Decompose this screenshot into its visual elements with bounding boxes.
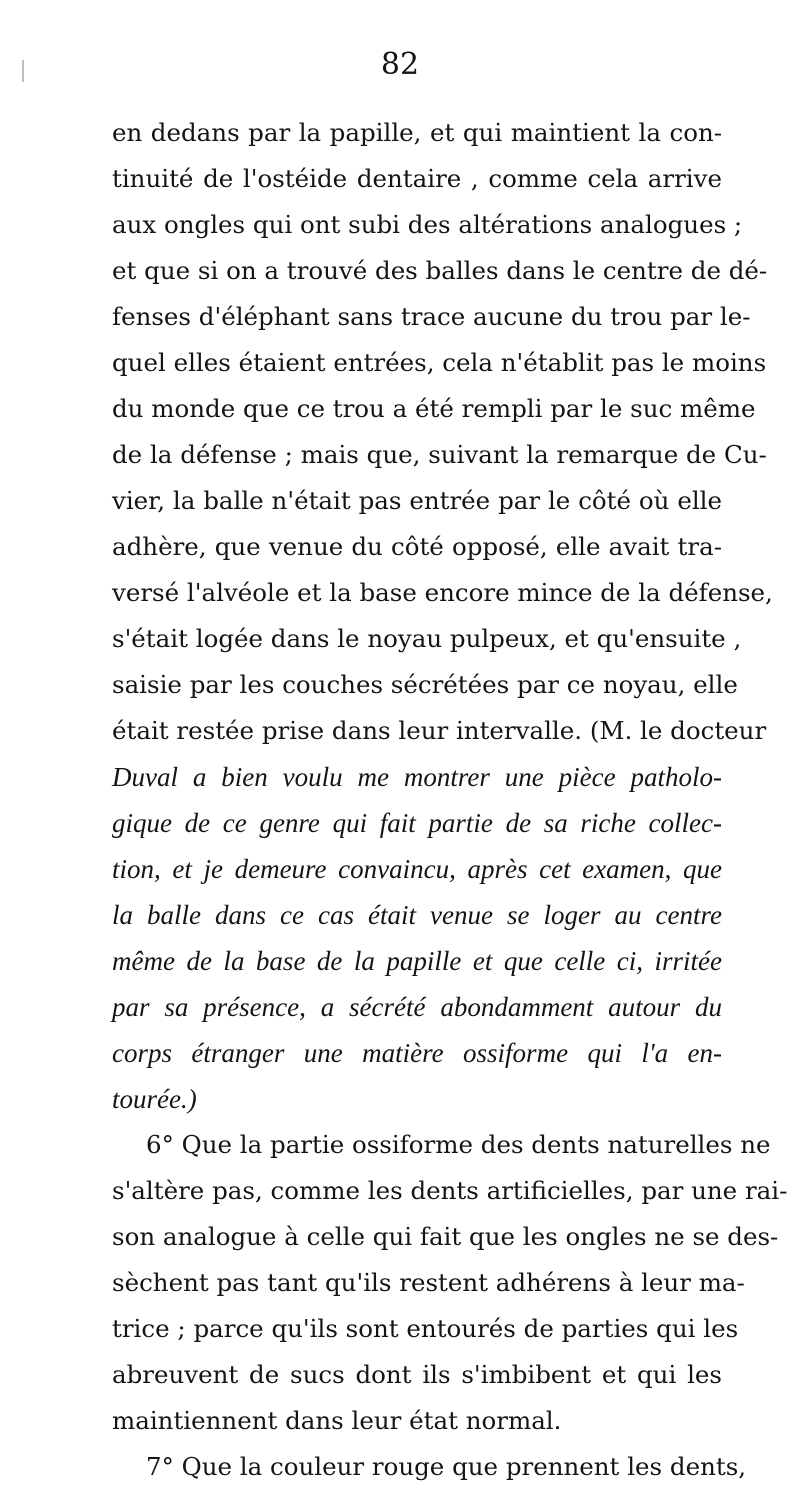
text-line: tinuité de l'ostéide dentaire , comme cela arrive [112, 164, 722, 193]
text-line: aux ongles qui ont subi des altérations analogues ; [112, 210, 743, 239]
text-line: s'altère pas, comme les dents artificielles, par une rai- [112, 1176, 788, 1205]
text-line: trice ; parce qu'ils sont entourés de parties qui les [112, 1314, 739, 1343]
italic-text-line: même de la base de la papille et que celle ci, irritée [112, 946, 722, 976]
italic-text-line: Duval a bien voulu me montrer une pièce patholo- [112, 762, 722, 792]
text-line: sèchent pas tant qu'ils restent adhérens à leur ma- [112, 1268, 745, 1297]
text-line: de la défense ; mais que, suivant la remarque de Cu- [112, 440, 767, 469]
italic-text-line: tourée.) [112, 1084, 197, 1114]
text-line: était restée prise dans leur intervalle. (M. le docteur [112, 716, 767, 745]
text-line: 6° Que la partie ossiforme des dents naturelles ne [146, 1130, 771, 1159]
italic-text-line: la balle dans ce cas était venue se loger au centre [112, 900, 722, 930]
text-line: fenses d'éléphant sans trace aucune du trou par le- [112, 302, 751, 331]
text-line: 7° Que la couleur rouge que prennent les dents, [146, 1452, 747, 1481]
text-line: saisie par les couches sécrétées par ce noyau, elle [112, 670, 738, 699]
text-line: et que si on a trouvé des balles dans le centre de dé- [112, 256, 768, 285]
body-text [112, 110, 788, 1490]
page-number: 82 [380, 47, 420, 82]
text-line: quel elles étaient entrées, cela n'établit pas le moins [112, 348, 767, 377]
text-line: son analogue à celle qui fait que les ongles ne se des- [112, 1222, 779, 1251]
text-line: vier, la balle n'était pas entrée par le côté où elle [112, 486, 722, 515]
text-line: du monde que ce trou a été rempli par le suc même [112, 394, 756, 423]
text-line: maintiennent dans leur état normal. [112, 1406, 562, 1435]
text-line: versé l'alvéole et la base encore mince de la défense, [112, 578, 773, 607]
text-line: abreuvent de sucs dont ils s'imbibent et qui les [112, 1360, 722, 1389]
italic-text-line: tion, et je demeure convaincu, après cet examen, que [112, 854, 722, 884]
italic-text-line: corps étranger une matière ossiforme qui l'a en- [112, 1038, 722, 1068]
text-line: s'était logée dans le noyau pulpeux, et qu'ensuite , [112, 624, 742, 653]
text-line: en dedans par la papille, et qui maintient la con- [112, 118, 722, 147]
italic-text-line: par sa présence, a sécrété abondamment autour du [112, 992, 722, 1022]
text-line: adhère, que venue du côté opposé, elle avait tra- [112, 532, 722, 561]
italic-text-line: gique de ce genre qui fait partie de sa riche collec- [112, 808, 722, 838]
